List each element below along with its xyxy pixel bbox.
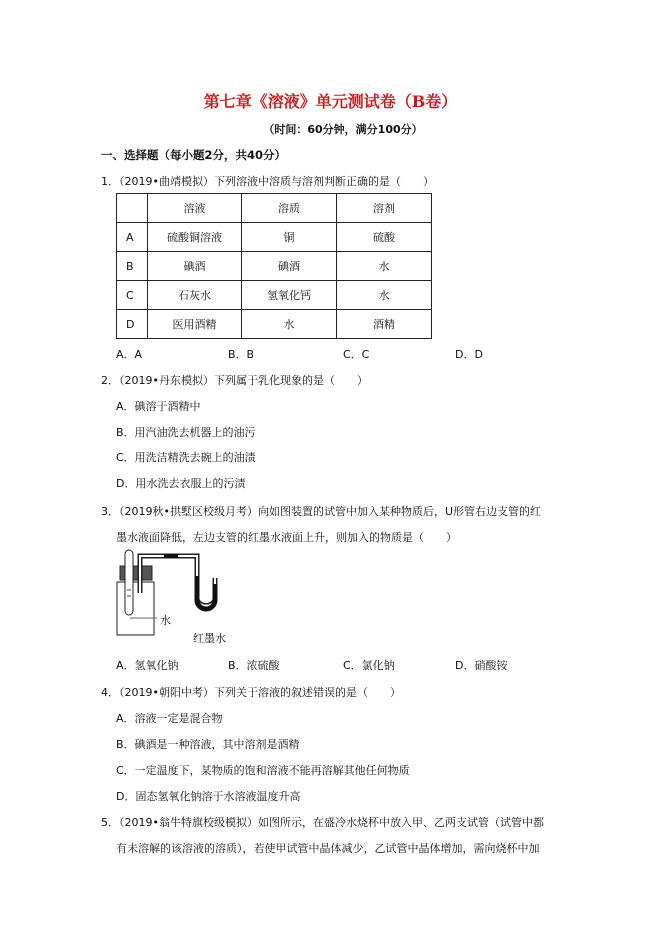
question-5-stem: 5．（2019•翁牛特旗校级模拟）如图所示，在盛冷水烧杯中放入甲、乙两支试管（试管中都: [101, 816, 544, 829]
option-b: B．B: [228, 348, 255, 361]
page-title: 第七章《溶液》单元测试卷（B卷）: [203, 92, 458, 111]
table-cell: 酒精: [337, 310, 432, 339]
question-1-table: [116, 193, 432, 339]
option-c: C．氯化钠: [343, 659, 395, 672]
option-b: B．浓硫酸: [228, 659, 280, 672]
question-3-stem: 3．（2019秋•拱墅区校级月考）向如图装置的试管中加入某种物质后，U形管右边支管的红: [101, 505, 542, 518]
table-row: [117, 223, 432, 252]
figure-label-red-ink: 红墨水: [193, 632, 226, 645]
exam-info: （时间：60分钟，满分100分）: [263, 123, 423, 136]
table-cell: 水: [242, 310, 337, 339]
table-row: [117, 281, 432, 310]
question-3-stem-cont: 墨水液面降低，左边支管的红墨水液面上升，则加入的物质是（ ）: [116, 531, 457, 544]
question-2-stem: 2．（2019•丹东模拟）下列属于乳化现象的是（ ）: [101, 374, 368, 387]
table-cell: 溶液: [148, 194, 242, 223]
table-cell: 石灰水: [148, 281, 242, 310]
option-c: C．一定温度下，某物质的饱和溶液不能再溶解其他任何物质: [116, 764, 410, 777]
question-4-stem: 4．（2019•朝阳中考）下列关于溶液的叙述错误的是（ ）: [101, 686, 401, 699]
question-1-stem: 1．（2019•曲靖模拟）下列溶液中溶质与溶剂判断正确的是（ ）: [101, 175, 434, 188]
table-cell: 水: [337, 281, 432, 310]
option-a: A．A: [116, 348, 143, 361]
option-c: C．用洗洁精洗去碗上的油渍: [116, 451, 256, 464]
option-a: A．氢氧化钠: [116, 659, 179, 672]
table-cell: 碘酒: [242, 252, 337, 281]
option-d: D．用水洗去衣服上的污渍: [116, 477, 246, 490]
table-cell: D: [117, 310, 148, 339]
table-cell: 碘酒: [148, 252, 242, 281]
option-b: B．碘酒是一种溶液，其中溶剂是酒精: [116, 738, 300, 751]
table-cell: 水: [337, 252, 432, 281]
table-row: [117, 310, 432, 339]
section-heading: 一、选择题（每小题2分，共40分）: [101, 148, 287, 162]
option-a: A．溶液一定是混合物: [116, 712, 223, 725]
table-cell: B: [117, 252, 148, 281]
option-d: D．硝酸铵: [455, 659, 508, 672]
table-cell: 溶质: [242, 194, 337, 223]
option-b: B．用汽油洗去机器上的油污: [116, 426, 256, 439]
question-5-stem-cont: 有未溶解的该溶液的溶质），若使甲试管中晶体减少，乙试管中晶体增加，需向烧杯中加: [116, 842, 540, 855]
option-d: D．D: [455, 348, 483, 361]
table-cell: 硫酸: [337, 223, 432, 252]
table-header-row: [117, 194, 432, 223]
table-row: [117, 252, 432, 281]
option-d: D．固态氢氧化钠溶于水溶液温度升高: [116, 790, 301, 803]
option-a: A．碘溶于酒精中: [116, 400, 201, 413]
table-cell: C: [117, 281, 148, 310]
option-c: C．C: [343, 348, 370, 361]
table-cell: [117, 194, 148, 223]
table-cell: 溶剂: [337, 194, 432, 223]
table-cell: 氢氧化钙: [242, 281, 337, 310]
table-cell: A: [117, 223, 148, 252]
figure-label-water: 水: [160, 614, 171, 627]
table-cell: 铜: [242, 223, 337, 252]
table-cell: 硫酸铜溶液: [148, 223, 242, 252]
table-cell: 医用酒精: [148, 310, 242, 339]
